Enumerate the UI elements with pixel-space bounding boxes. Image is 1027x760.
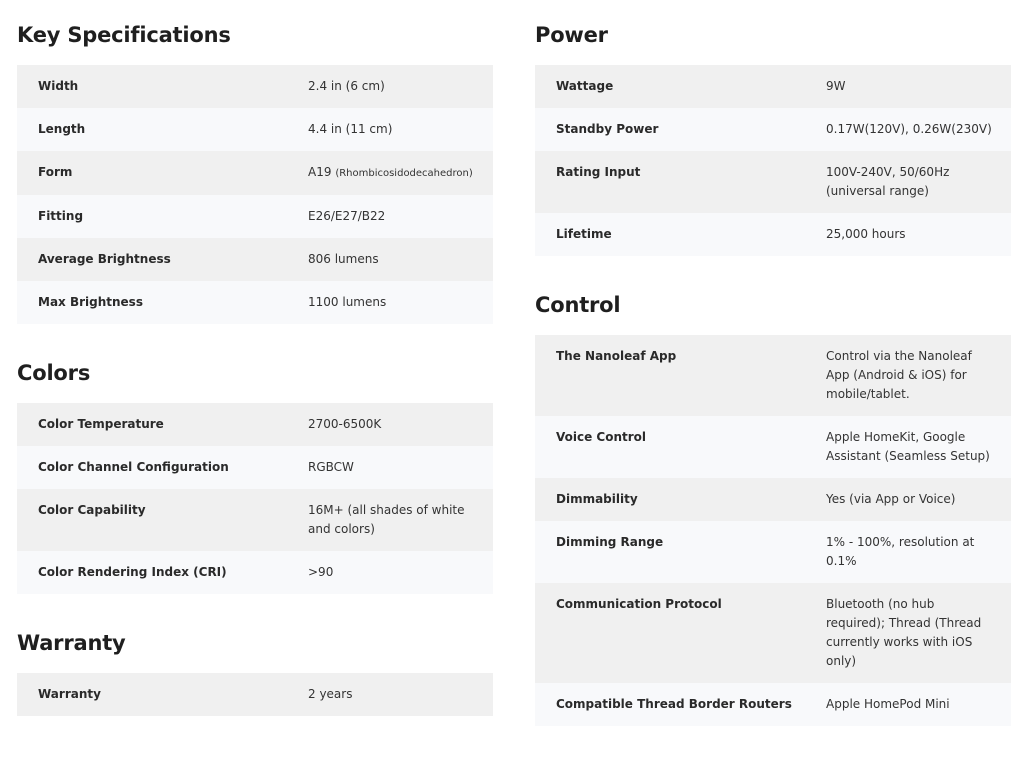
spec-table <box>17 403 493 594</box>
spec-value <box>826 163 1011 201</box>
spec-label: Wattage <box>556 79 614 93</box>
spec-label: Length <box>38 122 86 136</box>
section-title: Control <box>535 293 621 317</box>
spec-label: Voice Control <box>556 430 647 444</box>
spec-row-compatible-thread-border-routers <box>535 683 1011 726</box>
spec-value-text: A19 <box>308 165 332 179</box>
spec-label: Width <box>38 79 79 93</box>
spec-value-text: 806 lumens <box>308 252 379 266</box>
spec-value <box>308 293 493 312</box>
section-power <box>535 20 1011 256</box>
spec-value <box>308 163 493 183</box>
spec-row-dimming-range <box>535 521 1011 583</box>
spec-row-rating-input <box>535 151 1011 213</box>
spec-value-text: Apple HomeKit, Google Assistant (Seamless Setup) <box>826 430 990 463</box>
spec-value <box>308 685 493 704</box>
spec-label: Color Rendering Index (CRI) <box>38 565 227 579</box>
spec-value-text: >90 <box>308 565 334 579</box>
spec-value <box>308 250 493 269</box>
spec-label: Color Capability <box>38 503 146 517</box>
spec-label: Dimming Range <box>556 535 664 549</box>
spec-value <box>826 533 1011 571</box>
spec-label: Rating Input <box>556 165 641 179</box>
spec-label: Color Temperature <box>38 417 164 431</box>
spec-value-text: 2 years <box>308 687 353 701</box>
spec-value <box>826 695 1011 714</box>
spec-label: Average Brightness <box>38 252 171 266</box>
right-column <box>535 20 1011 760</box>
spec-value <box>826 77 1011 96</box>
spec-value-note: (Rhombicosidodecahedron) <box>335 168 473 179</box>
spec-label: Compatible Thread Border Routers <box>556 697 792 711</box>
spec-row-color-capability <box>17 489 493 551</box>
spec-value <box>308 120 493 139</box>
section-key-specifications <box>17 20 493 324</box>
spec-row-fitting <box>17 195 493 238</box>
section-title: Power <box>535 23 608 47</box>
spec-value-text: Apple HomePod Mini <box>826 697 950 711</box>
spec-label: Standby Power <box>556 122 659 136</box>
spec-value-text: 2700-6500K <box>308 417 382 431</box>
spec-table <box>535 335 1011 726</box>
spec-row-color-temperature <box>17 403 493 446</box>
spec-value-text: RGBCW <box>308 460 354 474</box>
spec-value-text: E26/E27/B22 <box>308 209 386 223</box>
spec-label: Max Brightness <box>38 295 143 309</box>
spec-row-wattage <box>535 65 1011 108</box>
spec-label: Lifetime <box>556 227 612 241</box>
spec-row-standby-power <box>535 108 1011 151</box>
spec-label: Color Channel Configuration <box>38 460 229 474</box>
spec-label: Warranty <box>38 687 101 701</box>
spec-value <box>308 458 493 477</box>
spec-value <box>308 563 493 582</box>
left-column <box>17 20 493 750</box>
spec-value-text: 1100 lumens <box>308 295 387 309</box>
spec-table <box>535 65 1011 256</box>
section-title: Key Specifications <box>17 23 231 47</box>
spec-value <box>308 207 493 226</box>
spec-value-text: 1% - 100%, resolution at 0.1% <box>826 535 975 568</box>
section-title: Warranty <box>17 631 126 655</box>
spec-table <box>17 65 493 324</box>
section-control <box>535 290 1011 726</box>
spec-value <box>308 501 493 539</box>
spec-value-text: Control via the Nanoleaf App (Android & iOS) for mobile/tablet. <box>826 349 972 401</box>
spec-row-communication-protocol <box>535 583 1011 683</box>
spec-value-text: 25,000 hours <box>826 227 906 241</box>
spec-row-color-rendering-index-cri <box>17 551 493 594</box>
spec-value-text: Yes (via App or Voice) <box>826 492 956 506</box>
spec-label: Communication Protocol <box>556 597 722 611</box>
spec-row-voice-control <box>535 416 1011 478</box>
spec-row-dimmability <box>535 478 1011 521</box>
spec-value <box>826 347 1011 404</box>
spec-value <box>308 415 493 434</box>
spec-row-max-brightness <box>17 281 493 324</box>
spec-value-text: 100V-240V, 50/60Hz (universal range) <box>826 165 950 198</box>
spec-row-color-channel-configuration <box>17 446 493 489</box>
spec-row-warranty <box>17 673 493 716</box>
section-warranty <box>17 628 493 716</box>
spec-value-text: 9W <box>826 79 846 93</box>
spec-label: Fitting <box>38 209 84 223</box>
spec-value <box>826 428 1011 466</box>
spec-row-lifetime <box>535 213 1011 256</box>
section-colors <box>17 358 493 594</box>
spec-value <box>826 595 1011 671</box>
spec-row-width <box>17 65 493 108</box>
spec-row-form <box>17 151 493 195</box>
spec-row-average-brightness <box>17 238 493 281</box>
spec-label: Form <box>38 165 73 179</box>
spec-value <box>308 77 493 96</box>
spec-value-text: 2.4 in (6 cm) <box>308 79 385 93</box>
spec-value-text: 0.17W(120V), 0.26W(230V) <box>826 122 992 136</box>
spec-row-the-nanoleaf-app <box>535 335 1011 416</box>
spec-value <box>826 490 1011 509</box>
spec-label: The Nanoleaf App <box>556 349 677 363</box>
spec-value <box>826 225 1011 244</box>
spec-value-text: Bluetooth (no hub required); Thread (Thread currently works with iOS only) <box>826 597 982 668</box>
spec-value-text: 16M+ (all shades of white and colors) <box>308 503 465 536</box>
spec-row-length <box>17 108 493 151</box>
spec-value-text: 4.4 in (11 cm) <box>308 122 393 136</box>
spec-label: Dimmability <box>556 492 638 506</box>
spec-value <box>826 120 1011 139</box>
spec-table <box>17 673 493 716</box>
section-title: Colors <box>17 361 91 385</box>
